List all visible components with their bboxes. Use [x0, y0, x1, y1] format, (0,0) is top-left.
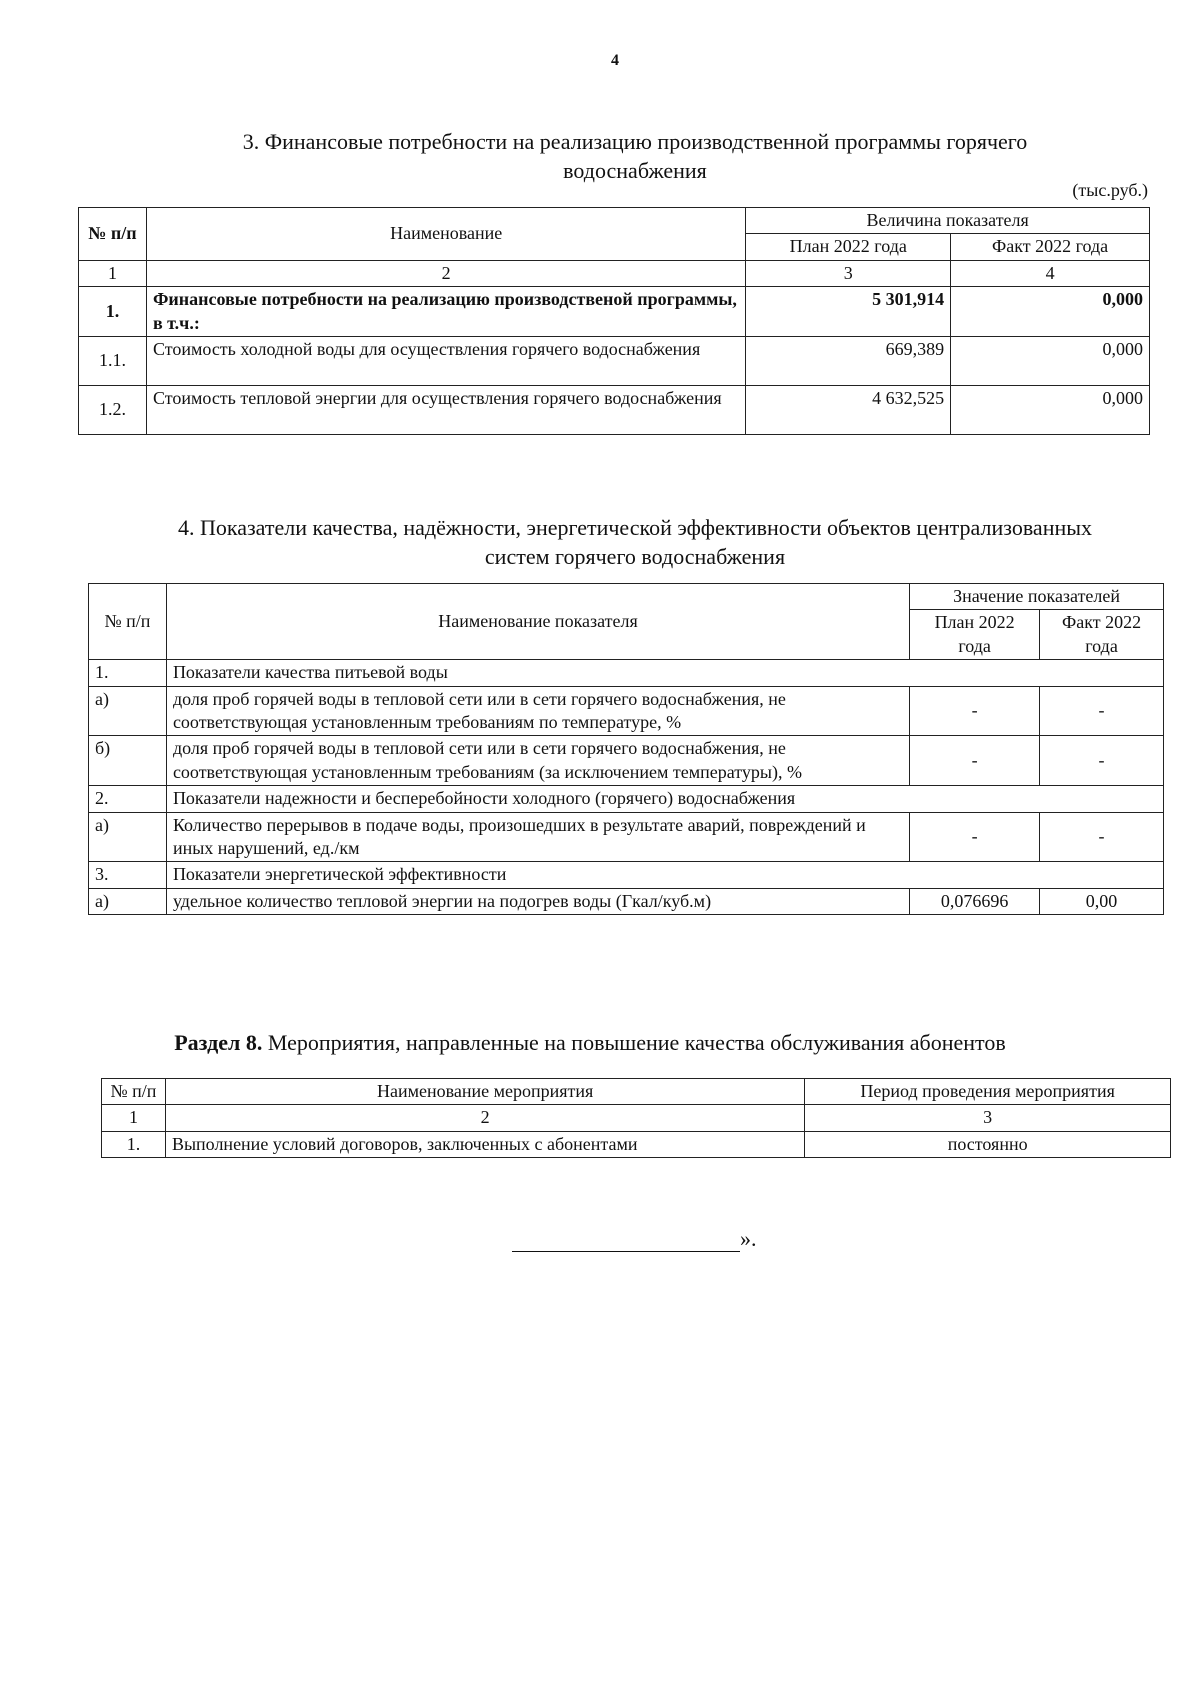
s3-index-1: 1	[79, 260, 147, 286]
s3-row	[79, 336, 1150, 385]
s8-header-name: Наименование мероприятия	[165, 1079, 804, 1105]
section4-title	[60, 514, 1200, 571]
s3-row	[79, 385, 1150, 434]
s8-index-3: 3	[805, 1105, 1171, 1131]
s3-row	[79, 287, 1150, 337]
s4-row-name: Показатели надежности и бесперебойности холодного (горячего) водоснабжения	[166, 786, 1163, 812]
s4-row-fact: 0,00	[1040, 888, 1164, 914]
s4-row-group	[89, 862, 1164, 888]
s3-row-plan: 669,389	[746, 336, 951, 385]
s3-row-fact: 0,000	[951, 287, 1150, 337]
section3-title-line1: 3. Финансовые потребности на реализацию производственной программы горячего	[242, 129, 1028, 154]
s3-row-fact: 0,000	[951, 385, 1150, 434]
section3-table	[78, 207, 1150, 435]
s4-row-num: 3.	[89, 862, 167, 888]
s8-index-2: 2	[165, 1105, 804, 1131]
s3-header-name: Наименование	[146, 208, 745, 261]
s4-row-fact: -	[1040, 686, 1164, 736]
s4-row-group	[89, 660, 1164, 686]
s3-header-fact: Факт 2022 года	[951, 234, 1150, 260]
s4-row-group	[89, 786, 1164, 812]
section3-title-line2: водоснабжения	[563, 157, 707, 183]
s3-row-name: Финансовые потребности на реализацию производственой программы, в т.ч.:	[146, 287, 745, 337]
s3-row-plan: 5 301,914	[746, 287, 951, 337]
s4-row	[89, 686, 1164, 736]
s4-row-num: а)	[89, 888, 167, 914]
closing-underline	[512, 1251, 740, 1252]
s3-row-num: 1.1.	[79, 336, 147, 385]
s4-row-plan: -	[910, 686, 1040, 736]
s4-row-plan: 0,076696	[910, 888, 1040, 914]
section8-table	[101, 1078, 1171, 1158]
closing-quote: ».	[740, 1226, 757, 1251]
section8-title-bold: Раздел 8.	[174, 1030, 263, 1055]
s4-header-plan: План 2022 года	[910, 610, 1040, 660]
s4-row-num: б)	[89, 736, 167, 786]
s4-header-value-group: Значение показателей	[910, 584, 1164, 610]
s3-header-value-group: Величина показателя	[746, 208, 1150, 234]
page-number: 4	[611, 52, 619, 69]
s3-row-num: 1.2.	[79, 385, 147, 434]
section3-title	[60, 128, 1200, 185]
s4-row-name: Количество перерывов в подаче воды, произошедших в результате аварий, повреждений и иных нарушений, ед./км	[166, 812, 909, 862]
s8-header-num: № п/п	[102, 1079, 166, 1105]
s4-row-name: Показатели качества питьевой воды	[166, 660, 1163, 686]
s4-header-num: № п/п	[89, 584, 167, 660]
s4-row	[89, 736, 1164, 786]
s4-row-name: доля проб горячей воды в тепловой сети или в сети горячего водоснабжения, не соответствующая установленным требованиям (за исключением температуры), %	[166, 736, 909, 786]
s3-row-name: Стоимость тепловой энергии для осуществления горячего водоснабжения	[146, 385, 745, 434]
s8-row-period: постоянно	[805, 1131, 1171, 1157]
s4-row-num: а)	[89, 686, 167, 736]
section3-units: (тыс.руб.)	[1072, 180, 1148, 200]
s3-row-num: 1.	[79, 287, 147, 337]
s4-header-fact: Факт 2022 года	[1040, 610, 1164, 660]
s3-row-fact: 0,000	[951, 336, 1150, 385]
s4-row	[89, 888, 1164, 914]
s8-row	[102, 1131, 1171, 1157]
s4-row-fact: -	[1040, 812, 1164, 862]
section4-title-line1: 4. Показатели качества, надёжности, энергетической эффективности объектов централизованных	[177, 515, 1093, 540]
s3-row-plan: 4 632,525	[746, 385, 951, 434]
section8-title	[0, 1030, 1180, 1056]
s4-row-num: 2.	[89, 786, 167, 812]
s4-row	[89, 812, 1164, 862]
s8-header-period: Период проведения мероприятия	[805, 1079, 1171, 1105]
s4-row-name: удельное количество тепловой энергии на подогрев воды (Гкал/куб.м)	[166, 888, 909, 914]
s3-row-name: Стоимость холодной воды для осуществления горячего водоснабжения	[146, 336, 745, 385]
s4-row-num: 1.	[89, 660, 167, 686]
section4-table	[88, 583, 1164, 915]
s3-index-4: 4	[951, 260, 1150, 286]
s4-header-name: Наименование показателя	[166, 584, 909, 660]
s4-row-fact: -	[1040, 736, 1164, 786]
s3-header-num: № п/п	[79, 208, 147, 261]
s8-index-1: 1	[102, 1105, 166, 1131]
s3-index-3: 3	[746, 260, 951, 286]
s4-row-num: а)	[89, 812, 167, 862]
s4-row-name: доля проб горячей воды в тепловой сети или в сети горячего водоснабжения, не соответствующая установленным требованиям по температуре, %	[166, 686, 909, 736]
s4-row-plan: -	[910, 812, 1040, 862]
s8-row-num: 1.	[102, 1131, 166, 1157]
s3-index-2: 2	[146, 260, 745, 286]
s4-row-plan: -	[910, 736, 1040, 786]
section4-title-line2: систем горячего водоснабжения	[484, 543, 786, 569]
s4-row-name: Показатели энергетической эффективности	[166, 862, 1163, 888]
s8-row-name: Выполнение условий договоров, заключенных с абонентами	[165, 1131, 804, 1157]
s3-header-plan: План 2022 года	[746, 234, 951, 260]
section8-title-rest: Мероприятия, направленные на повышение качества обслуживания абонентов	[262, 1030, 1006, 1055]
